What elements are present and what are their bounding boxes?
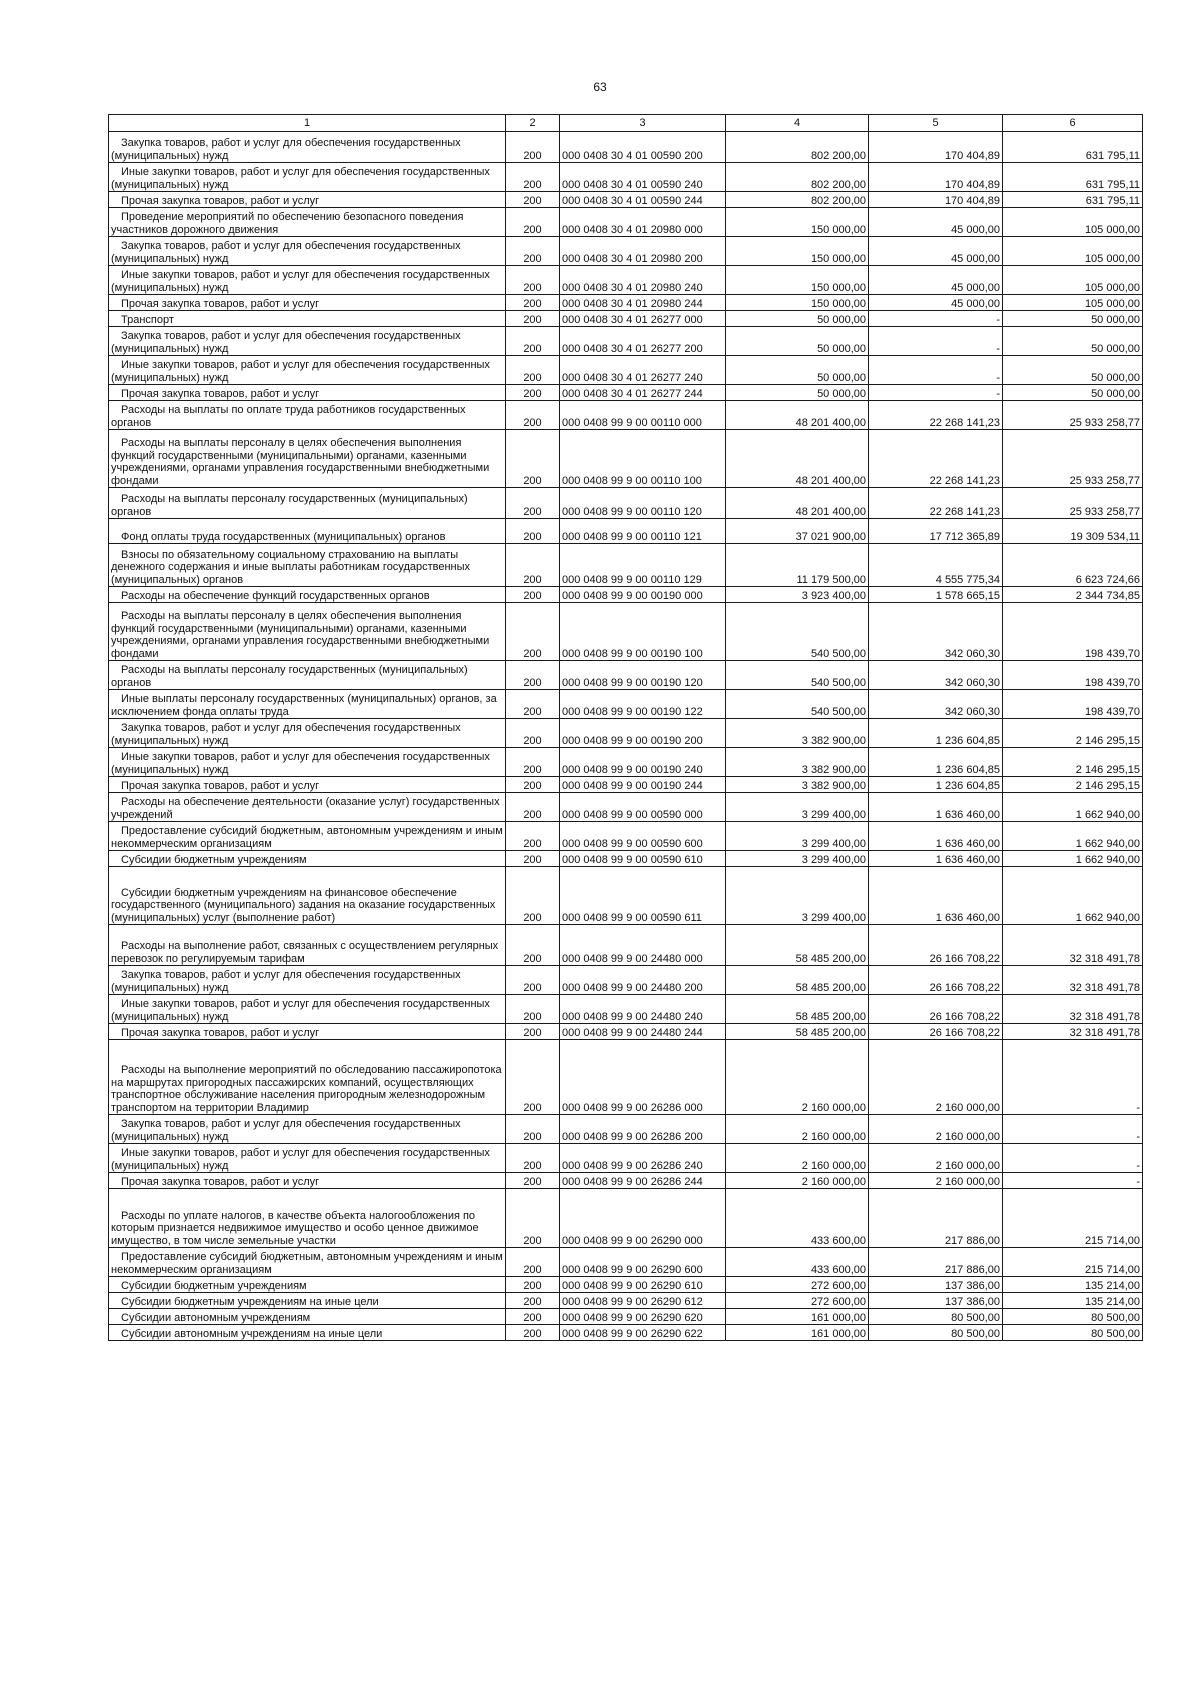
row-approved-amount: 150 000,00 — [726, 295, 869, 311]
row-approved-amount: 50 000,00 — [726, 385, 869, 401]
row-unexecuted-amount: 2 344 734,85 — [1003, 587, 1143, 603]
row-executed-amount: 22 268 141,23 — [869, 430, 1003, 488]
row-budget-code: 000 0408 99 9 00 00190 100 — [560, 603, 726, 661]
row-name: Иные закупки товаров, работ и услуг для обеспечения государственных (муниципальных) нужд — [109, 163, 506, 192]
column-header-name: 1 — [109, 115, 506, 132]
row-name: Расходы на выполнение мероприятий по обследованию пассажиропотока на маршрутах пригородных пассажирских компаний, осуществляющих транспортное обслуживание населения пригородным железнодорожным транспортом на территории Владимир — [109, 1040, 506, 1115]
table-row — [109, 603, 1143, 661]
row-approved-amount: 50 000,00 — [726, 327, 869, 356]
row-budget-code: 000 0408 30 4 01 00590 240 — [560, 163, 726, 192]
row-executed-amount: 26 166 708,22 — [869, 966, 1003, 995]
row-unexecuted-amount: 32 318 491,78 — [1003, 966, 1143, 995]
row-name: Закупка товаров, работ и услуг для обеспечения государственных (муниципальных) нужд — [109, 1115, 506, 1144]
row-budget-code: 000 0408 30 4 01 26277 240 — [560, 356, 726, 385]
row-approved-amount: 802 200,00 — [726, 132, 869, 163]
row-approved-amount: 433 600,00 — [726, 1189, 869, 1248]
row-unexecuted-amount: 135 214,00 — [1003, 1293, 1143, 1309]
row-budget-code: 000 0408 99 9 00 00110 121 — [560, 519, 726, 544]
column-header-budget-code: 3 — [560, 115, 726, 132]
row-budget-code: 000 0408 99 9 00 26286 240 — [560, 1144, 726, 1173]
row-unexecuted-amount: 50 000,00 — [1003, 385, 1143, 401]
row-executed-amount: - — [869, 327, 1003, 356]
row-name: Прочая закупка товаров, работ и услуг — [109, 777, 506, 793]
row-budget-code: 000 0408 30 4 01 00590 200 — [560, 132, 726, 163]
row-name: Иные закупки товаров, работ и услуг для обеспечения государственных (муниципальных) нужд — [109, 356, 506, 385]
row-line-code: 200 — [506, 748, 560, 777]
row-budget-code: 000 0408 99 9 00 00590 610 — [560, 851, 726, 867]
row-approved-amount: 48 201 400,00 — [726, 401, 869, 430]
table-row — [109, 192, 1143, 208]
row-approved-amount: 3 382 900,00 — [726, 777, 869, 793]
table-row — [109, 867, 1143, 925]
row-unexecuted-amount: 80 500,00 — [1003, 1325, 1143, 1341]
row-budget-code: 000 0408 99 9 00 00110 100 — [560, 430, 726, 488]
row-name: Иные выплаты персоналу государственных (муниципальных) органов, за исключением фонда оплаты труда — [109, 690, 506, 719]
row-line-code: 200 — [506, 401, 560, 430]
table-row — [109, 1325, 1143, 1341]
row-line-code: 200 — [506, 311, 560, 327]
row-name: Расходы на выплаты по оплате труда работников государственных органов — [109, 401, 506, 430]
row-budget-code: 000 0408 99 9 00 00110 129 — [560, 544, 726, 587]
row-executed-amount: 80 500,00 — [869, 1309, 1003, 1325]
row-budget-code: 000 0408 99 9 00 24480 244 — [560, 1024, 726, 1040]
row-name: Взносы по обязательному социальному страхованию на выплаты денежного содержания и иные выплаты работникам государственных (муниципальных) органов — [109, 544, 506, 587]
row-executed-amount: 2 160 000,00 — [869, 1173, 1003, 1189]
row-budget-code: 000 0408 30 4 01 20980 200 — [560, 237, 726, 266]
row-line-code: 200 — [506, 544, 560, 587]
row-name: Закупка товаров, работ и услуг для обеспечения государственных (муниципальных) нужд — [109, 132, 506, 163]
row-budget-code: 000 0408 99 9 00 00110 000 — [560, 401, 726, 430]
row-unexecuted-amount: 25 933 258,77 — [1003, 401, 1143, 430]
row-unexecuted-amount: 2 146 295,15 — [1003, 777, 1143, 793]
row-line-code: 200 — [506, 603, 560, 661]
column-header-approved: 4 — [726, 115, 869, 132]
row-budget-code: 000 0408 99 9 00 26290 622 — [560, 1325, 726, 1341]
row-line-code: 200 — [506, 519, 560, 544]
row-line-code: 200 — [506, 163, 560, 192]
row-name: Расходы на выплаты персоналу в целях обеспечения выполнения функций государственными (муниципальными) органами, казенными учреждениями, органами управления государственными внебюджетными фондами — [109, 430, 506, 488]
row-line-code: 200 — [506, 430, 560, 488]
row-line-code: 200 — [506, 1024, 560, 1040]
row-executed-amount: 45 000,00 — [869, 266, 1003, 295]
table-row — [109, 966, 1143, 995]
table-row — [109, 1173, 1143, 1189]
row-unexecuted-amount: 1 662 940,00 — [1003, 822, 1143, 851]
row-unexecuted-amount: 105 000,00 — [1003, 237, 1143, 266]
row-unexecuted-amount: 19 309 534,11 — [1003, 519, 1143, 544]
row-name: Субсидии автономным учреждениям — [109, 1309, 506, 1325]
table-row — [109, 925, 1143, 966]
row-approved-amount: 802 200,00 — [726, 192, 869, 208]
row-unexecuted-amount: 32 318 491,78 — [1003, 995, 1143, 1024]
row-unexecuted-amount: - — [1003, 1040, 1143, 1115]
table-row — [109, 690, 1143, 719]
row-approved-amount: 802 200,00 — [726, 163, 869, 192]
row-executed-amount: 26 166 708,22 — [869, 995, 1003, 1024]
table-body — [109, 132, 1143, 1341]
row-unexecuted-amount: 105 000,00 — [1003, 295, 1143, 311]
row-line-code: 200 — [506, 1309, 560, 1325]
row-executed-amount: 80 500,00 — [869, 1325, 1003, 1341]
row-budget-code: 000 0408 30 4 01 26277 244 — [560, 385, 726, 401]
row-budget-code: 000 0408 99 9 00 24480 240 — [560, 995, 726, 1024]
row-approved-amount: 3 923 400,00 — [726, 587, 869, 603]
row-executed-amount: 170 404,89 — [869, 132, 1003, 163]
table-row — [109, 661, 1143, 690]
row-unexecuted-amount: 631 795,11 — [1003, 192, 1143, 208]
row-executed-amount: 45 000,00 — [869, 295, 1003, 311]
row-budget-code: 000 0408 99 9 00 00590 600 — [560, 822, 726, 851]
row-budget-code: 000 0408 30 4 01 20980 244 — [560, 295, 726, 311]
row-budget-code: 000 0408 99 9 00 00590 000 — [560, 793, 726, 822]
table-row — [109, 995, 1143, 1024]
row-name: Иные закупки товаров, работ и услуг для обеспечения государственных (муниципальных) нужд — [109, 748, 506, 777]
row-approved-amount: 433 600,00 — [726, 1248, 869, 1277]
row-name: Проведение мероприятий по обеспечению безопасного поведения участников дорожного движения — [109, 208, 506, 237]
row-name: Прочая закупка товаров, работ и услуг — [109, 192, 506, 208]
row-budget-code: 000 0408 99 9 00 00190 244 — [560, 777, 726, 793]
table-row — [109, 488, 1143, 519]
row-line-code: 200 — [506, 851, 560, 867]
row-name: Иные закупки товаров, работ и услуг для обеспечения государственных (муниципальных) нужд — [109, 266, 506, 295]
row-name: Прочая закупка товаров, работ и услуг — [109, 295, 506, 311]
row-unexecuted-amount: 2 146 295,15 — [1003, 748, 1143, 777]
row-budget-code: 000 0408 99 9 00 00190 200 — [560, 719, 726, 748]
row-name: Субсидии бюджетным учреждениям — [109, 1277, 506, 1293]
row-executed-amount: 137 386,00 — [869, 1293, 1003, 1309]
row-executed-amount: 342 060,30 — [869, 603, 1003, 661]
row-executed-amount: 2 160 000,00 — [869, 1144, 1003, 1173]
row-budget-code: 000 0408 30 4 01 26277 000 — [560, 311, 726, 327]
table-row — [109, 266, 1143, 295]
row-executed-amount: 217 886,00 — [869, 1189, 1003, 1248]
row-executed-amount: 4 555 775,34 — [869, 544, 1003, 587]
row-line-code: 200 — [506, 793, 560, 822]
table-row — [109, 793, 1143, 822]
row-line-code: 200 — [506, 1173, 560, 1189]
row-budget-code: 000 0408 99 9 00 00190 000 — [560, 587, 726, 603]
table-row — [109, 519, 1143, 544]
row-line-code: 200 — [506, 822, 560, 851]
row-approved-amount: 48 201 400,00 — [726, 488, 869, 519]
row-approved-amount: 58 485 200,00 — [726, 966, 869, 995]
row-unexecuted-amount: 135 214,00 — [1003, 1277, 1143, 1293]
row-name: Расходы на выплаты персоналу государственных (муниципальных) органов — [109, 661, 506, 690]
row-unexecuted-amount: 50 000,00 — [1003, 327, 1143, 356]
row-budget-code: 000 0408 30 4 01 00590 244 — [560, 192, 726, 208]
row-name: Субсидии бюджетным учреждениям на иные цели — [109, 1293, 506, 1309]
row-approved-amount: 150 000,00 — [726, 266, 869, 295]
row-line-code: 200 — [506, 488, 560, 519]
row-approved-amount: 540 500,00 — [726, 690, 869, 719]
row-unexecuted-amount: 631 795,11 — [1003, 132, 1143, 163]
table-row — [109, 1189, 1143, 1248]
row-line-code: 200 — [506, 385, 560, 401]
row-name: Прочая закупка товаров, работ и услуг — [109, 385, 506, 401]
row-unexecuted-amount: 2 146 295,15 — [1003, 719, 1143, 748]
row-name: Транспорт — [109, 311, 506, 327]
row-approved-amount: 58 485 200,00 — [726, 925, 869, 966]
row-unexecuted-amount: 1 662 940,00 — [1003, 793, 1143, 822]
row-unexecuted-amount: 80 500,00 — [1003, 1309, 1143, 1325]
table-header-row — [109, 115, 1143, 132]
row-executed-amount: 1 236 604,85 — [869, 777, 1003, 793]
row-name: Фонд оплаты труда государственных (муниципальных) органов — [109, 519, 506, 544]
table-row — [109, 401, 1143, 430]
row-name: Закупка товаров, работ и услуг для обеспечения государственных (муниципальных) нужд — [109, 719, 506, 748]
row-approved-amount: 150 000,00 — [726, 237, 869, 266]
row-budget-code: 000 0408 99 9 00 26290 610 — [560, 1277, 726, 1293]
row-unexecuted-amount: 32 318 491,78 — [1003, 925, 1143, 966]
row-line-code: 200 — [506, 1248, 560, 1277]
row-line-code: 200 — [506, 1189, 560, 1248]
row-unexecuted-amount: 1 662 940,00 — [1003, 851, 1143, 867]
row-approved-amount: 3 299 400,00 — [726, 851, 869, 867]
column-header-unexecuted: 6 — [1003, 115, 1143, 132]
table-row — [109, 1277, 1143, 1293]
row-line-code: 200 — [506, 1115, 560, 1144]
row-line-code: 200 — [506, 1325, 560, 1341]
page-number: 63 — [593, 80, 607, 94]
table-row — [109, 748, 1143, 777]
row-unexecuted-amount: 105 000,00 — [1003, 266, 1143, 295]
row-line-code: 200 — [506, 867, 560, 925]
row-approved-amount: 11 179 500,00 — [726, 544, 869, 587]
row-unexecuted-amount: 6 623 724,66 — [1003, 544, 1143, 587]
row-line-code: 200 — [506, 356, 560, 385]
row-approved-amount: 3 299 400,00 — [726, 822, 869, 851]
table-row — [109, 587, 1143, 603]
row-line-code: 200 — [506, 719, 560, 748]
row-approved-amount: 3 382 900,00 — [726, 719, 869, 748]
row-executed-amount: 1 236 604,85 — [869, 719, 1003, 748]
row-executed-amount: 170 404,89 — [869, 163, 1003, 192]
row-approved-amount: 2 160 000,00 — [726, 1173, 869, 1189]
row-budget-code: 000 0408 30 4 01 20980 000 — [560, 208, 726, 237]
row-executed-amount: 342 060,30 — [869, 661, 1003, 690]
row-name: Расходы на выплаты персоналу государственных (муниципальных) органов — [109, 488, 506, 519]
row-executed-amount: 342 060,30 — [869, 690, 1003, 719]
row-approved-amount: 2 160 000,00 — [726, 1040, 869, 1115]
row-approved-amount: 58 485 200,00 — [726, 1024, 869, 1040]
row-line-code: 200 — [506, 966, 560, 995]
row-unexecuted-amount: 215 714,00 — [1003, 1189, 1143, 1248]
row-approved-amount: 3 299 400,00 — [726, 793, 869, 822]
row-approved-amount: 272 600,00 — [726, 1293, 869, 1309]
row-unexecuted-amount: 32 318 491,78 — [1003, 1024, 1143, 1040]
row-executed-amount: - — [869, 311, 1003, 327]
row-approved-amount: 37 021 900,00 — [726, 519, 869, 544]
row-name: Расходы на выполнение работ, связанных с осуществлением регулярных перевозок по регулируемым тарифам — [109, 925, 506, 966]
row-executed-amount: 217 886,00 — [869, 1248, 1003, 1277]
row-approved-amount: 2 160 000,00 — [726, 1144, 869, 1173]
row-approved-amount: 150 000,00 — [726, 208, 869, 237]
row-approved-amount: 161 000,00 — [726, 1325, 869, 1341]
row-name: Прочая закупка товаров, работ и услуг — [109, 1024, 506, 1040]
row-budget-code: 000 0408 99 9 00 26290 612 — [560, 1293, 726, 1309]
table-row — [109, 311, 1143, 327]
row-executed-amount: 22 268 141,23 — [869, 401, 1003, 430]
row-budget-code: 000 0408 99 9 00 00190 122 — [560, 690, 726, 719]
table-row — [109, 1024, 1143, 1040]
row-name: Иные закупки товаров, работ и услуг для обеспечения государственных (муниципальных) нужд — [109, 995, 506, 1024]
row-executed-amount: - — [869, 385, 1003, 401]
row-executed-amount: 137 386,00 — [869, 1277, 1003, 1293]
budget-execution-table — [108, 114, 1143, 1341]
row-executed-amount: 45 000,00 — [869, 208, 1003, 237]
row-line-code: 200 — [506, 1277, 560, 1293]
row-approved-amount: 3 299 400,00 — [726, 867, 869, 925]
table-row — [109, 295, 1143, 311]
table-row — [109, 163, 1143, 192]
row-line-code: 200 — [506, 1293, 560, 1309]
row-unexecuted-amount: - — [1003, 1173, 1143, 1189]
row-approved-amount: 48 201 400,00 — [726, 430, 869, 488]
row-approved-amount: 3 382 900,00 — [726, 748, 869, 777]
row-line-code: 200 — [506, 295, 560, 311]
row-budget-code: 000 0408 99 9 00 26290 600 — [560, 1248, 726, 1277]
row-executed-amount: 26 166 708,22 — [869, 925, 1003, 966]
row-name: Субсидии бюджетным учреждениям на финансовое обеспечение государственного (муниципального) задания на оказание государственных (муниципальных) услуг (выполнение работ) — [109, 867, 506, 925]
row-name: Иные закупки товаров, работ и услуг для обеспечения государственных (муниципальных) нужд — [109, 1144, 506, 1173]
row-executed-amount: 17 712 365,89 — [869, 519, 1003, 544]
row-line-code: 200 — [506, 1144, 560, 1173]
row-name: Закупка товаров, работ и услуг для обеспечения государственных (муниципальных) нужд — [109, 237, 506, 266]
row-approved-amount: 50 000,00 — [726, 356, 869, 385]
row-line-code: 200 — [506, 925, 560, 966]
row-budget-code: 000 0408 99 9 00 26290 000 — [560, 1189, 726, 1248]
row-executed-amount: 45 000,00 — [869, 237, 1003, 266]
row-executed-amount: 170 404,89 — [869, 192, 1003, 208]
table-row — [109, 1248, 1143, 1277]
row-approved-amount: 272 600,00 — [726, 1277, 869, 1293]
row-line-code: 200 — [506, 237, 560, 266]
row-name: Расходы на обеспечение деятельности (оказание услуг) государственных учреждений — [109, 793, 506, 822]
table-row — [109, 1040, 1143, 1115]
row-unexecuted-amount: 105 000,00 — [1003, 208, 1143, 237]
row-executed-amount: 1 636 460,00 — [869, 851, 1003, 867]
table-row — [109, 1144, 1143, 1173]
table-row — [109, 1309, 1143, 1325]
row-budget-code: 000 0408 99 9 00 00110 120 — [560, 488, 726, 519]
row-name: Расходы по уплате налогов, в качестве объекта налогообложения по которым признается недвижимое имущество и особо ценное движимое имущество, в том числе земельные участки — [109, 1189, 506, 1248]
row-budget-code: 000 0408 99 9 00 24480 200 — [560, 966, 726, 995]
table-row — [109, 544, 1143, 587]
row-budget-code: 000 0408 99 9 00 26286 200 — [560, 1115, 726, 1144]
row-approved-amount: 50 000,00 — [726, 311, 869, 327]
row-name: Расходы на выплаты персоналу в целях обеспечения выполнения функций государственными (муниципальными) органами, казенными учреждениями, органами управления государственными внебюджетными фондами — [109, 603, 506, 661]
table-row — [109, 430, 1143, 488]
table-row — [109, 356, 1143, 385]
row-unexecuted-amount: 631 795,11 — [1003, 163, 1143, 192]
row-budget-code: 000 0408 99 9 00 26286 000 — [560, 1040, 726, 1115]
row-executed-amount: 22 268 141,23 — [869, 488, 1003, 519]
row-unexecuted-amount: 50 000,00 — [1003, 311, 1143, 327]
table-row — [109, 208, 1143, 237]
row-approved-amount: 58 485 200,00 — [726, 995, 869, 1024]
column-header-line-code: 2 — [506, 115, 560, 132]
table-row — [109, 237, 1143, 266]
row-name: Расходы на обеспечение функций государственных органов — [109, 587, 506, 603]
row-budget-code: 000 0408 99 9 00 26290 620 — [560, 1309, 726, 1325]
row-line-code: 200 — [506, 587, 560, 603]
row-name: Субсидии автономным учреждениям на иные цели — [109, 1325, 506, 1341]
row-line-code: 200 — [506, 266, 560, 295]
row-unexecuted-amount: 215 714,00 — [1003, 1248, 1143, 1277]
row-unexecuted-amount: 198 439,70 — [1003, 690, 1143, 719]
row-line-code: 200 — [506, 661, 560, 690]
row-budget-code: 000 0408 99 9 00 00190 120 — [560, 661, 726, 690]
row-budget-code: 000 0408 99 9 00 00190 240 — [560, 748, 726, 777]
row-budget-code: 000 0408 30 4 01 20980 240 — [560, 266, 726, 295]
row-approved-amount: 540 500,00 — [726, 603, 869, 661]
row-line-code: 200 — [506, 192, 560, 208]
table-row — [109, 719, 1143, 748]
row-unexecuted-amount: 1 662 940,00 — [1003, 867, 1143, 925]
row-line-code: 200 — [506, 132, 560, 163]
row-executed-amount: 1 636 460,00 — [869, 867, 1003, 925]
row-executed-amount: 2 160 000,00 — [869, 1115, 1003, 1144]
table-row — [109, 385, 1143, 401]
row-unexecuted-amount: 25 933 258,77 — [1003, 488, 1143, 519]
row-line-code: 200 — [506, 1040, 560, 1115]
row-unexecuted-amount: 25 933 258,77 — [1003, 430, 1143, 488]
table-row — [109, 822, 1143, 851]
row-name: Субсидии бюджетным учреждениям — [109, 851, 506, 867]
table-row — [109, 851, 1143, 867]
row-approved-amount: 2 160 000,00 — [726, 1115, 869, 1144]
row-line-code: 200 — [506, 327, 560, 356]
row-budget-code: 000 0408 99 9 00 00590 611 — [560, 867, 726, 925]
row-budget-code: 000 0408 99 9 00 26286 244 — [560, 1173, 726, 1189]
row-line-code: 200 — [506, 690, 560, 719]
row-line-code: 200 — [506, 777, 560, 793]
row-approved-amount: 161 000,00 — [726, 1309, 869, 1325]
row-executed-amount: 1 578 665,15 — [869, 587, 1003, 603]
row-executed-amount: 1 636 460,00 — [869, 793, 1003, 822]
row-executed-amount: - — [869, 356, 1003, 385]
row-unexecuted-amount: - — [1003, 1144, 1143, 1173]
row-name: Предоставление субсидий бюджетным, автономным учреждениям и иным некоммерческим организациям — [109, 822, 506, 851]
table-row — [109, 132, 1143, 163]
row-approved-amount: 540 500,00 — [726, 661, 869, 690]
row-unexecuted-amount: 50 000,00 — [1003, 356, 1143, 385]
row-executed-amount: 2 160 000,00 — [869, 1040, 1003, 1115]
row-line-code: 200 — [506, 208, 560, 237]
row-name: Прочая закупка товаров, работ и услуг — [109, 1173, 506, 1189]
row-executed-amount: 1 636 460,00 — [869, 822, 1003, 851]
table-row — [109, 1293, 1143, 1309]
table-row — [109, 327, 1143, 356]
row-budget-code: 000 0408 30 4 01 26277 200 — [560, 327, 726, 356]
row-executed-amount: 26 166 708,22 — [869, 1024, 1003, 1040]
row-name: Закупка товаров, работ и услуг для обеспечения государственных (муниципальных) нужд — [109, 966, 506, 995]
row-budget-code: 000 0408 99 9 00 24480 000 — [560, 925, 726, 966]
row-name: Закупка товаров, работ и услуг для обеспечения государственных (муниципальных) нужд — [109, 327, 506, 356]
column-header-executed: 5 — [869, 115, 1003, 132]
row-line-code: 200 — [506, 995, 560, 1024]
row-name: Предоставление субсидий бюджетным, автономным учреждениям и иным некоммерческим организациям — [109, 1248, 506, 1277]
row-unexecuted-amount: - — [1003, 1115, 1143, 1144]
row-unexecuted-amount: 198 439,70 — [1003, 661, 1143, 690]
table-row — [109, 777, 1143, 793]
row-executed-amount: 1 236 604,85 — [869, 748, 1003, 777]
row-unexecuted-amount: 198 439,70 — [1003, 603, 1143, 661]
table-row — [109, 1115, 1143, 1144]
